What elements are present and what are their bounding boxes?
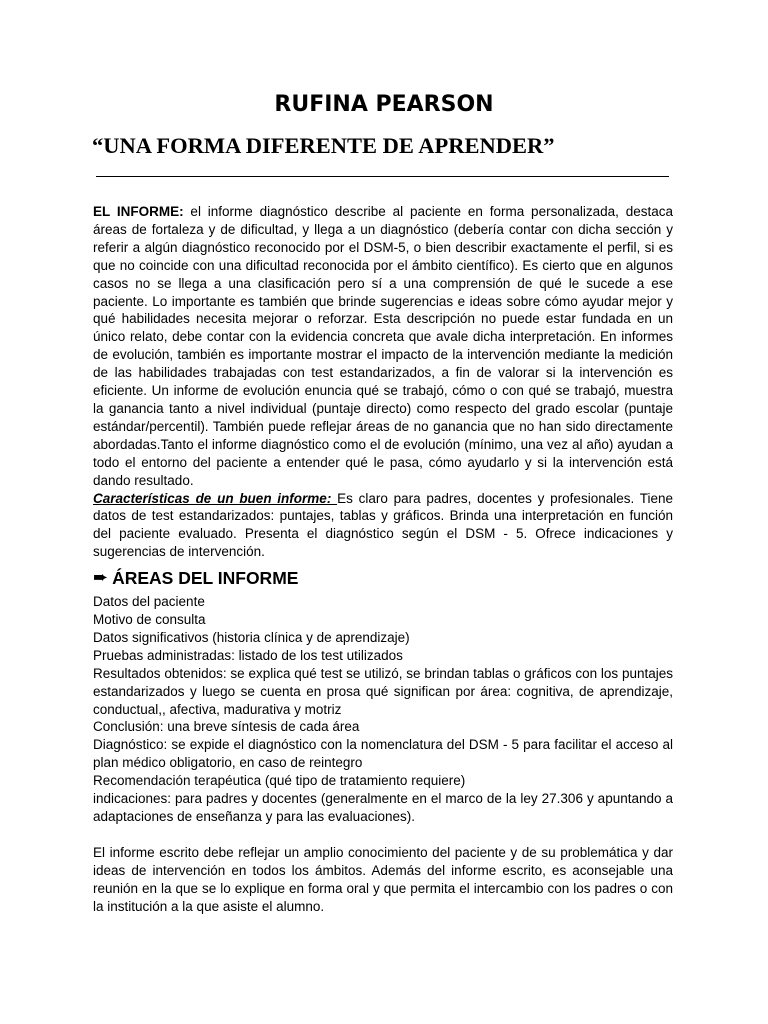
features-lead: Características de un buen informe: [93,490,338,506]
list-item: Recomendación terapéutica (qué tipo de tratamiento requiere) [93,773,466,789]
features-paragraph [93,490,673,562]
areas-list [93,593,673,826]
list-item: Datos significativos (historia clínica y de aprendizaje) [93,629,410,645]
author-title: RUFINA PEARSON [274,92,494,117]
document-body [93,203,673,916]
informe-lead: EL INFORME: [93,204,184,219]
list-item: Pruebas administradas: listado de los test utilizados [93,647,403,663]
list-item: Datos del paciente [93,594,205,610]
informe-text: el informe diagnóstico describe al paciente en forma personalizada, destaca áreas de fortaleza y de dificultad, y llega a un diagnóstico (debería contar con dicha sección y referir a algún diagnóstico reconocido por el DSM-5, o bien describir exactamente el perfil, si es que no coincide con una dificultad reconocida por el ámbito científico). Es cierto que en algunos casos no se llega a una clasificación pero sí a una comprensión de qué le sucede a ese paciente. Lo importante es también que brinde sugerencias e ideas sobre cómo ayudar mejor y qué habilidades necesita mejorar o reforzar. Esta descripción no puede estar fundada en un único relato, debe contar con la evidencia concreta que avale dicha interpretación. En informes de evolución, también es importante mostrar el impacto de la intervención mediante la medición de las habilidades trabajadas con test estandarizados, a fin de valorar si la intervención es eficiente. Un informe de evolución enuncia qué se trabajó, cómo o con qué se trabajó, muestra la ganancia tanto a nivel individual (puntaje directo) como respecto del grado escolar (puntaje estándar/percentil). También puede reflejar áreas de no ganancia que no han sido directamente abordadas.Tanto el informe diagnóstico como el de evolución (mínimo, una vez al año) ayudan a todo el entorno del paciente a entender qué le pasa, cómo ayudarlo y si la intervención está dando resultado. [93,204,673,488]
document-subtitle: “UNA FORMA DIFERENTE DE APRENDER” [92,133,555,158]
list-item: indicaciones: para padres y docentes (generalmente en el marco de la ley 27.306 y apuntando a adaptaciones de enseñanza y para las evaluaciones). [93,791,673,824]
title-divider [96,176,669,177]
spacer [93,826,673,844]
list-item: Conclusión: una breve síntesis de cada área [93,719,360,735]
list-item: Motivo de consulta [93,612,206,628]
areas-heading [93,567,673,589]
arrow-icon: ➨ [93,567,109,589]
list-item: Resultados obtenidos: se explica qué test se utilizó, se brindan tablas o gráficos con los puntajes estandarizados y luego se cuenta en prosa qué significan por área: cognitiva, de aprendizaje, conductual,, afectiva, madurativa y motriz [93,665,673,717]
features-text: Es claro para padres, docentes y profesionales. Tiene datos de test estandarizados: puntajes, tablas y gráficos. Brinda una interpretación en función del paciente evaluado. Presenta el diagnóstico según el DSM - 5. Ofrece indicaciones y sugerencias de intervención. [93,490,673,560]
closing-paragraph: El informe escrito debe reflejar un amplio conocimiento del paciente y de su problemática y dar ideas de intervención en todos los ámbitos. Además del informe escrito, es aconsejable una reunión en la que se lo explique en forma oral y que permita el intercambio con los padres o con la institución a la que asiste el alumno. [93,844,673,914]
informe-paragraph [93,203,673,490]
areas-heading-text: ÁREAS DEL INFORME [112,568,299,589]
list-item: Diagnóstico: se expide el diagnóstico con la nomenclatura del DSM - 5 para facilitar el acceso al plan médico obligatorio, en caso de reintegro [93,737,673,771]
